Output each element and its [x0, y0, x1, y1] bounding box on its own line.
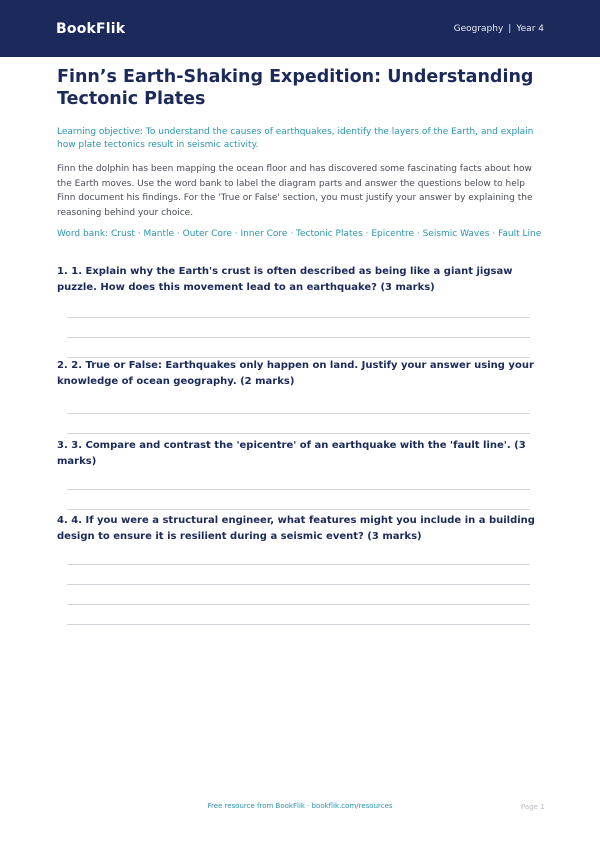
word-bank: Word bank: Crust · Mantle · Outer Core · Inner Core · Tectonic Plates · Epicentre · Seismic Waves · Fault Line [57, 229, 542, 239]
learning-objective: Learning objective: To understand the causes of earthquakes, identify the layers of the Earth, and explain how plate tectonics result in seismic activity. [57, 127, 534, 150]
question-3 [57, 438, 543, 510]
answer-line [67, 564, 530, 565]
answer-area[interactable] [57, 489, 543, 510]
main-content [57, 66, 543, 625]
header-meta [454, 24, 544, 34]
page-title: Finn’s Earth-Shaking Expedition: Understanding Tectonic Plates [57, 67, 534, 109]
page-number: Page 1 [521, 803, 545, 811]
answer-area[interactable] [57, 317, 543, 358]
answer-line [67, 604, 530, 605]
answer-line [67, 337, 530, 338]
answer-line [67, 489, 530, 490]
answer-area[interactable] [57, 564, 543, 625]
meta-separator: | [508, 23, 512, 34]
question-2 [57, 358, 543, 434]
question-1 [57, 264, 543, 358]
answer-line [67, 433, 530, 434]
answer-line [67, 624, 530, 625]
intro-paragraph: Finn the dolphin has been mapping the ocean floor and has discovered some fascinating facts about how the Earth moves. Use the word bank to label the diagram parts and answer the questions below to help Finn document his findings. For the 'True or False' section, you must justify your answer by explaining the reasoning behind your choice. [57, 164, 533, 218]
answer-line [67, 413, 530, 414]
question-text: 2. 2. True or False: Earthquakes only happen on land. Justify your answer using your knowledge of ocean geography. (2 marks) [57, 360, 534, 387]
question-text: 4. 4. If you were a structural engineer, what features might you include in a building design to ensure it is resilient during a seismic event? (3 marks) [57, 515, 535, 542]
brand-logo: BookFlik [56, 20, 126, 37]
answer-line [67, 317, 530, 318]
question-text: 3. 3. Compare and contrast the 'epicentre' of an earthquake with the 'fault line'. (3 marks) [57, 440, 526, 467]
header-bar [0, 0, 600, 57]
subject-label: Geography [453, 23, 504, 34]
answer-line [67, 584, 530, 585]
year-label: Year 4 [516, 23, 544, 34]
answer-area[interactable] [57, 413, 543, 434]
question-4 [57, 513, 543, 625]
answer-line [67, 509, 530, 510]
question-text: 1. 1. Explain why the Earth's crust is often described as being like a giant jigsaw puzzle. How does this movement lead to an earthquake? (3 marks) [57, 266, 513, 293]
footer-text: Free resource from BookFlik · bookflik.com/resources [207, 802, 393, 810]
